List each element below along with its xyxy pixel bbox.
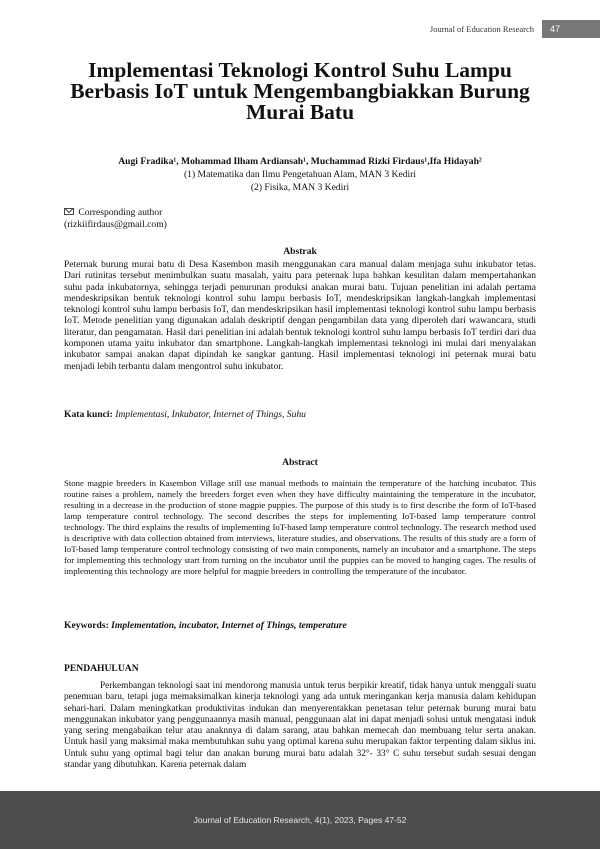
author-list: Augi Fradika¹, Mohammad Ilham Ardiansah¹, Muchammad Rizki Firdaus¹,Ifa Hidayah² bbox=[118, 156, 482, 167]
keywords bbox=[64, 620, 536, 631]
abstrak-text: Peternak burung murai batu di Desa Kasembon masih menggunakan cara manual dalam menjaga suhu inkubator tetas. Dari rutinitas tersebut menimbulkan suatu masalah, yaitu para peternak lupa bahkan kesulitan dalam mempertahankan suhu pada inkubatornya, sehingga terjadi penurunan produksi anakan murai batu. Tujuan penelitian ini adalah pertama mendeskripsikan bentuk teknologi kontrol suhu lampu berbasis IoT, mendeskripsikan langkah-langkah implementasi teknologi kontrol suhu lampu berbasis IoT, dan mendeskripsikan hasil implementasi teknologi kontrol suhu lampu berbasis IoT. Metode penelitian yang digunakan adalah deskriptif dengan pengambilan data yang diperoleh dari wawancara, studi literatur, dan pengamatan. Hasil dari penelitian ini adalah bentuk teknologi kontrol suhu lampu berbasis IoT terdiri dari dua komponen utama yaitu inkubator dan smartphone. Langkah-langkah implementasi teknologi ini mulai dari menyalakan inkubator sampai anakan dapat dipindah ke sangkar gantung. Hasil implementasi teknologi ini peternak murai batu menjadi lebih terbantu dalam mengontrol suhu inkubator. bbox=[64, 259, 536, 372]
abstrak-heading: Abstrak bbox=[283, 246, 317, 257]
paper-title: Implementasi Teknologi Kontrol Suhu Lampu Berbasis IoT untuk Mengembangbiakkan Burung Murai Batu bbox=[70, 58, 530, 124]
kata-kunci bbox=[64, 409, 536, 420]
corresponding-author bbox=[64, 207, 167, 231]
footer-bar bbox=[0, 791, 600, 849]
abstract-text: Stone magpie breeders in Kasembon Village still use manual methods to maintain the temperature of the hatching incubator. This routine raises a problem, namely the breeders forget even when they have difficulty maintaining the temperature in the incubator, resulting in a decrease in the production of stone magpie puppies. The purpose of this study is to first describe the form of IoT-based lamp temperature control technology. The second describes the steps for implementing IoT-based lamp temperature control technology. The third explains the results of implementing IoT-based lamp temperature control technology. The research method used is descriptive with data collection obtained from interviews, literature studies, and observations. The results of this study are a form of IoT-based lamp temperature control technology consisting of two main components, namely an incubator and a smartphone. The steps for implementing this technology start from turning on the incubator until the puppies can be moved to hanging cages. The results of implementing this technology are more helpful for magpie breeders in controlling the temperature of the incubator. bbox=[64, 478, 536, 576]
affiliation-2: (2) Fisika, MAN 3 Kediri bbox=[250, 182, 350, 193]
kata-kunci-label: Kata kunci: bbox=[64, 409, 113, 420]
corresponding-label: Corresponding author bbox=[78, 207, 163, 218]
keywords-values: Implementation, incubator, Internet of Things, temperature bbox=[111, 620, 347, 631]
keywords-label: Keywords: bbox=[64, 620, 109, 631]
page-number: 47 bbox=[542, 20, 600, 38]
corresponding-email[interactable]: (rizkiifirdaus@gmail.com) bbox=[64, 219, 167, 230]
mail-icon bbox=[64, 208, 74, 215]
section-heading: PENDAHULUAN bbox=[64, 663, 139, 674]
footer-citation: Journal of Education Research, 4(1), 2023, Pages 47-52 bbox=[193, 815, 407, 825]
section-body: Perkembangan teknologi saat ini mendorong manusia untuk terus berpikir kreatif, tidak hanya untuk menggali suatu penemuan baru, tetapi juga memaksimalkan kinerja teknologi yang ada untuk meringankan kerja manusia dalam kehidupan sehari-hari. Dalam meningkatkan produktivitas indukan dan menyerentakkan penetasan telur peternak burung murai batu menggunakan inkubator yang penggunaannya masih manual, penggunaan alat ini dapat menjadi solusi untuk mengatasi induk yang sering mengabaikan telur atau anaknnya di dalam sarang, atau bahkan memecah dan membuang telur serta anakan. Untuk hasil yang maksimal maka membutuhkan suhu yang optimal karena suhu merupakan faktor terpenting dalam siklus ini. Untuk suhu yang optimal bagi telur dan anakan burung murai batu adalah 32°- 33° C suhu tersebut sudah sesuai dengan standar yang dibutuhkan. Karena peternak dalam bbox=[64, 681, 536, 771]
affiliation-1: (1) Matematika dan Ilmu Pengetahuan Alam, MAN 3 Kediri bbox=[183, 169, 417, 180]
running-header bbox=[430, 20, 600, 38]
abstract-heading: Abstract bbox=[282, 457, 318, 468]
kata-kunci-values: Implementasi, Inkubator, Internet of Things, Suhu bbox=[115, 409, 306, 420]
journal-name: Journal of Education Research bbox=[429, 24, 534, 34]
